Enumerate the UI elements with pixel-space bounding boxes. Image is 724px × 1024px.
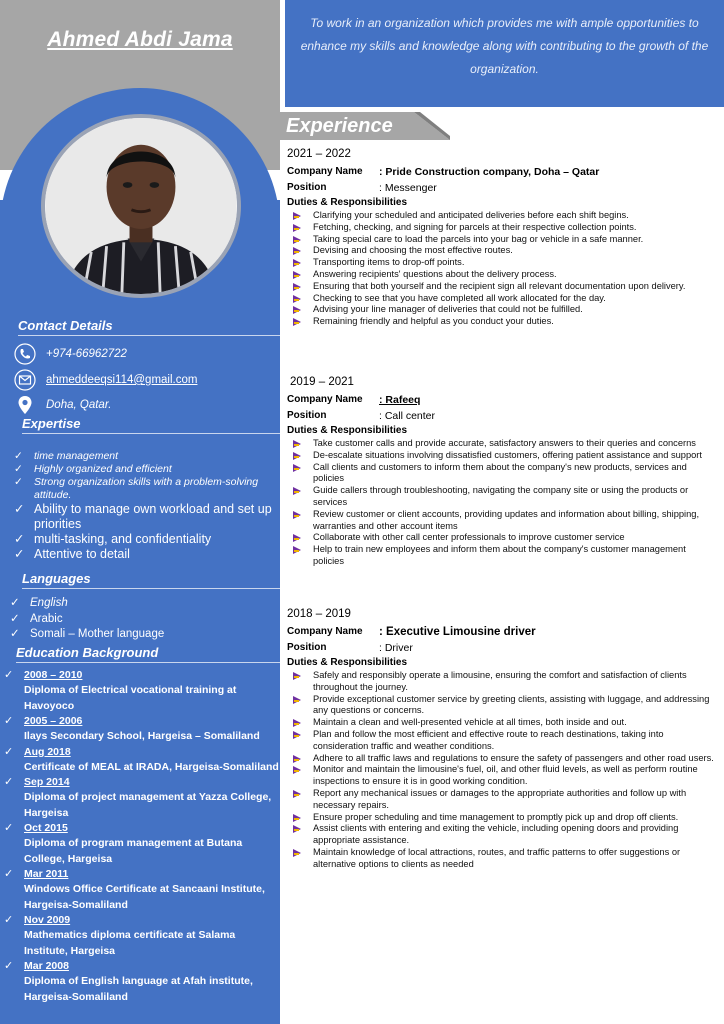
- experience-banner: [280, 112, 450, 140]
- duty-item: Review customer or client accounts, providing updates and information about billing, shipping, warranties and other account items: [287, 509, 717, 533]
- education-date: ✓ Sep 2014: [24, 776, 70, 788]
- education-desc: Diploma of program management at Butana College, Hargeisa: [24, 837, 243, 865]
- education-date: ✓ Nov 2009: [24, 914, 71, 926]
- expertise-item: ✓ Attentive to detail: [14, 547, 280, 562]
- education-desc: Mathematics diploma certificate at Salama Institute, Hargeisa: [24, 929, 236, 957]
- duties-heading: Duties & Responsibilities: [287, 425, 408, 436]
- profile-photo-illustration: [45, 118, 237, 294]
- duty-item: Guide callers through troubleshooting, navigating the company site or using the products or services: [287, 485, 717, 509]
- career-objective: To work in an organization which provides me with ample opportunities to enhance my skills and knowledge along with contributing to the growth of the organization.: [285, 0, 724, 107]
- language-item: ✓ Arabic: [10, 612, 276, 628]
- duty-item: Taking special care to load the parcels into your bag or vehicle in a safe manner.: [287, 234, 717, 246]
- job-entry: [287, 608, 717, 871]
- position-row: [287, 180, 717, 196]
- education-desc: Certificate of MEAL at IRADA, Hargeisa-Somaliland: [24, 760, 279, 773]
- position-row: [287, 640, 717, 656]
- job-date: 2019 – 2021: [290, 376, 354, 388]
- duties-heading: Duties & Responsibilities: [287, 657, 408, 668]
- duties-heading: Duties & Responsibilities: [287, 197, 408, 208]
- duty-item: Assist clients with entering and exiting the vehicle, including opening doors and providing appropriate assistance.: [287, 823, 717, 847]
- contact-heading: Contact Details: [18, 318, 280, 336]
- duty-item: Safely and responsibly operate a limousine, ensuring the comfort and satisfaction of clients throughout the journey.: [287, 670, 717, 694]
- company-row: [287, 164, 717, 180]
- education-date: ✓ 2005 – 2006: [24, 715, 83, 727]
- duty-item: Devising and choosing the most effective routes.: [287, 245, 717, 257]
- position-value: : Driver: [379, 642, 413, 654]
- expertise-item: ✓ time management: [14, 450, 280, 463]
- company-name: : Executive Limousine driver: [379, 626, 536, 638]
- education-date: ✓ Aug 2018: [24, 745, 71, 758]
- duty-item: Fetching, checking, and signing for parcels at their respective collection points.: [287, 222, 717, 234]
- expertise-heading: Expertise: [22, 416, 280, 434]
- email-address[interactable]: ahmeddeeqsi114@gmail.com: [46, 374, 198, 386]
- duties-list: [287, 210, 717, 328]
- phone-number[interactable]: +974-66962722: [46, 348, 127, 360]
- duty-item: Clarifying your scheduled and anticipated deliveries before each shift begins.: [287, 210, 717, 222]
- education-date: ✓ Mar 2008: [24, 960, 69, 972]
- education-item: [4, 668, 280, 714]
- duty-item: Transporting items to drop-off points.: [287, 257, 717, 269]
- location: Doha, Qatar.: [46, 399, 112, 411]
- company-label: Company Name: [287, 394, 363, 405]
- duty-item: Help to train new employees and inform them about the company's customer management policies: [287, 544, 717, 568]
- company-name: : Pride Construction company, Doha – Qatar: [379, 166, 600, 178]
- company-row: [287, 624, 717, 640]
- language-item: ✓ English: [10, 596, 276, 612]
- duty-item: Checking to see that you have completed all work allocated for the day.: [287, 293, 717, 305]
- duty-item: Plan and follow the most efficient and effective route to reach destinations, taking into consideration traffic and weather conditions.: [287, 729, 717, 753]
- education-desc: Diploma of Electrical vocational training at Havoyoco: [24, 684, 237, 712]
- duty-item: Maintain a clean and well-presented vehicle at all times, both inside and out.: [287, 717, 717, 729]
- duty-item: Remaining friendly and helpful as you conduct your duties.: [287, 316, 717, 328]
- duty-item: Adhere to all traffic laws and regulations to ensure the safety of passengers and other road users.: [287, 753, 717, 765]
- experience-heading: Experience: [286, 115, 393, 137]
- education-desc: Diploma of English language at Afah institute, Hargeisa-Somaliland: [24, 975, 253, 1003]
- education-item: [4, 714, 280, 745]
- company-label: Company Name: [287, 166, 363, 177]
- education-heading: Education Background: [16, 645, 280, 663]
- duties-list: [287, 438, 717, 568]
- education-desc: Windows Office Certificate at Sancaani Institute, Hargeisa-Somaliland: [24, 883, 265, 911]
- duty-item: De-escalate situations involving dissatisfied customers, offering patient assistance and support: [287, 450, 717, 462]
- education-desc: Diploma of project management at Yazza College, Hargeisa: [24, 791, 272, 819]
- duty-item: Advising your line manager of deliveries that could not be fulfilled.: [287, 304, 717, 316]
- position-label: Position: [287, 410, 327, 421]
- expertise-item: ✓ multi-tasking, and confidentiality: [14, 532, 280, 547]
- languages-heading: Languages: [22, 571, 280, 589]
- position-label: Position: [287, 642, 327, 653]
- position-label: Position: [287, 182, 327, 193]
- email-icon: [14, 369, 36, 391]
- job-entry: [287, 148, 717, 328]
- education-item: [4, 867, 280, 913]
- candidate-name: Ahmed Abdi Jama: [47, 28, 233, 51]
- job-date: 2021 – 2022: [287, 148, 351, 160]
- duty-item: Provide exceptional customer service by greeting clients, assisting with luggage, and addressing any questions or concerns.: [287, 694, 717, 718]
- duty-item: Collaborate with other call center professionals to improve customer service: [287, 532, 717, 544]
- education-date: ✓ 2008 – 2010: [24, 669, 83, 681]
- language-item: ✓ Somali – Mother language: [10, 627, 276, 643]
- duties-list: [287, 670, 717, 871]
- duty-item: Call clients and customers to inform them about the company's new products, services and policies: [287, 462, 717, 486]
- duty-item: Ensure proper scheduling and time management to promptly pick up and drop off clients.: [287, 812, 717, 824]
- education-desc: Ilays Secondary School, Hargeisa – Somaliland: [24, 730, 260, 742]
- duty-item: Maintain knowledge of local attractions, routes, and traffic patterns to offer suggestions or alternative options to clients as needed: [287, 847, 717, 871]
- location-row: [14, 394, 111, 416]
- education-item: [4, 745, 280, 776]
- education-date: ✓ Mar 2011: [24, 868, 69, 880]
- duty-item: Answering recipients' questions about the delivery process.: [287, 269, 717, 281]
- languages-list: [10, 596, 276, 643]
- expertise-item: ✓ Highly organized and efficient: [14, 463, 280, 476]
- company-row: [287, 392, 717, 408]
- education-list: [4, 668, 280, 1005]
- duty-item: Monitor and maintain the limousine's fuel, oil, and other fluid levels, as well as perform routine inspections to ensure it is in good working condition.: [287, 764, 717, 788]
- education-item: [4, 821, 280, 867]
- job-date: 2018 – 2019: [287, 608, 351, 620]
- expertise-item: ✓ Strong organization skills with a problem-solving attitude.: [14, 476, 280, 502]
- education-item: [4, 959, 280, 1005]
- expertise-list: [14, 450, 280, 562]
- phone-icon: [14, 343, 36, 365]
- profile-photo: [41, 114, 241, 298]
- position-row: [287, 408, 717, 424]
- duty-item: Report any mechanical issues or damages to the appropriate authorities and follow up with necessary repairs.: [287, 788, 717, 812]
- position-value: : Messenger: [379, 182, 437, 194]
- company-label: Company Name: [287, 626, 363, 637]
- expertise-item: ✓ Ability to manage own workload and set up priorities: [14, 502, 280, 532]
- education-date: ✓ Oct 2015: [24, 822, 68, 834]
- education-item: [4, 775, 280, 821]
- position-value: : Call center: [379, 410, 436, 422]
- job-entry: [287, 376, 717, 568]
- company-name: : Rafeeq: [379, 394, 421, 406]
- education-item: [4, 913, 280, 959]
- email-row: [14, 369, 197, 391]
- phone-row: [14, 343, 127, 365]
- duty-item: Ensuring that both yourself and the recipient sign all relevant documentation upon delivery.: [287, 281, 717, 293]
- location-pin-icon: [14, 394, 36, 416]
- duty-item: Take customer calls and provide accurate, satisfactory answers to their queries and concerns: [287, 438, 717, 450]
